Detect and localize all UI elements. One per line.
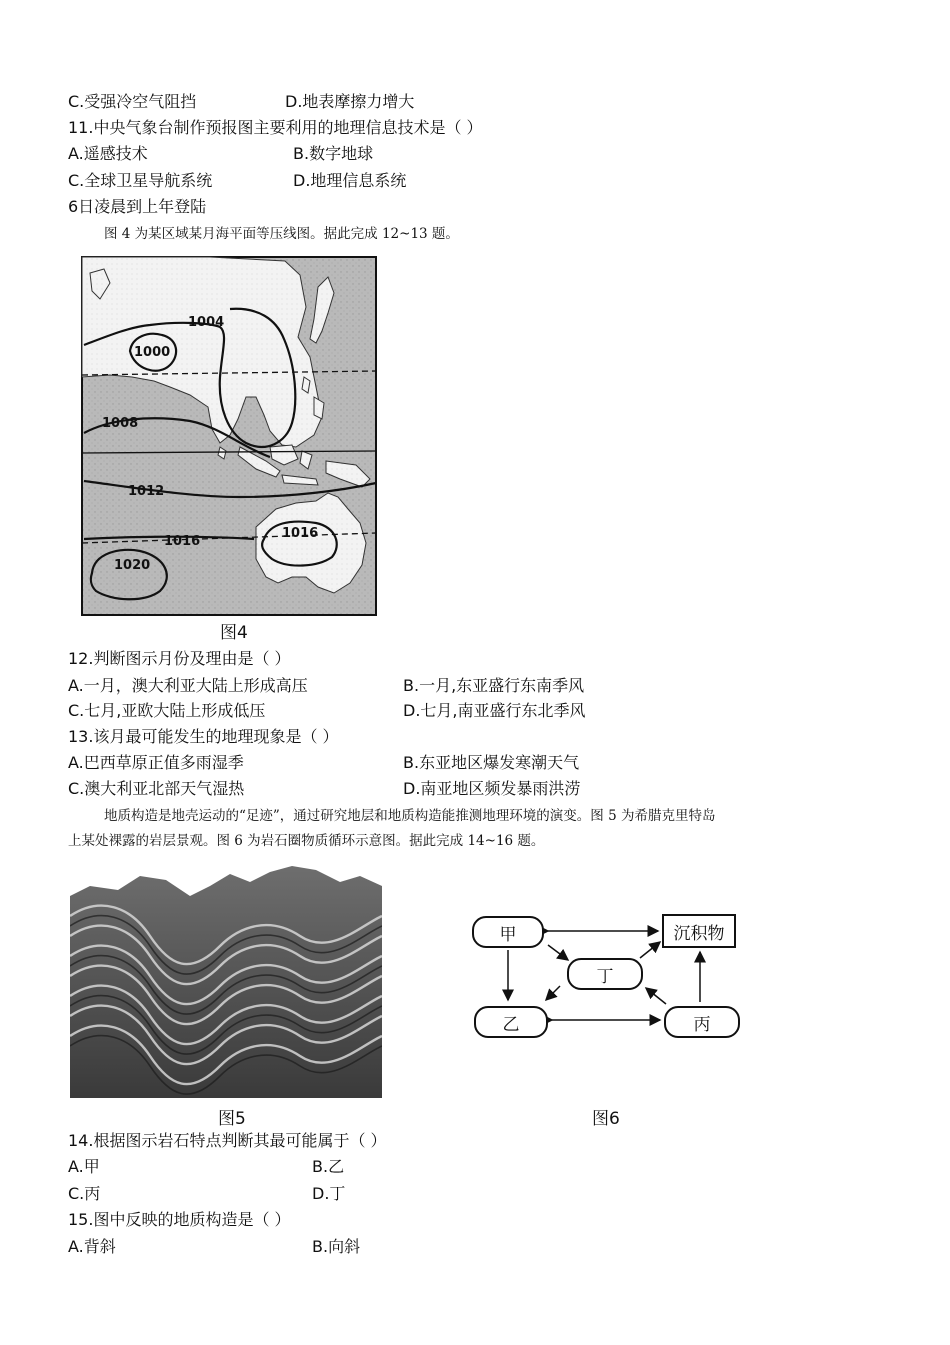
q11-stem: 11.中央气象台制作预报图主要利用的地理信息技术是（ ） [68, 118, 483, 137]
isobar-map [70, 247, 382, 619]
q13-option-a: A.巴西草原正值多雨湿季 [68, 753, 244, 772]
fig4-intro: 图 4 为某区域某月海平面等压线图。据此完成 12~13 题。 [104, 226, 459, 242]
q14-option-c: C.丙 [68, 1184, 101, 1203]
q13-option-d: D.南亚地区频发暴雨洪涝 [403, 779, 581, 798]
q12-option-b: B.一月,东亚盛行东南季风 [403, 676, 585, 695]
q12-stem: 12.判断图示月份及理由是（ ） [68, 649, 291, 668]
q14-option-a: A.甲 [68, 1157, 100, 1176]
isobar-label-1020: 1020 [114, 558, 151, 573]
fig56-intro-line2: 上某处裸露的岩层景观。图 6 为岩石圈物质循环示意图。据此完成 14~16 题。 [68, 833, 545, 849]
q11-option-a: A.遥感技术 [68, 144, 148, 163]
q12-option-d: D.七月,南亚盛行东北季风 [403, 701, 586, 720]
q14-stem: 14.根据图示岩石特点判断其最可能属于（ ） [68, 1131, 387, 1150]
isobar-label-1008: 1008 [102, 416, 139, 431]
q13-option-c: C.澳大利亚北部天气湿热 [68, 779, 245, 798]
fig56-intro-line1: 地质构造是地壳运动的“足迹”，通过研究地层和地质构造能推测地理环境的演变。图 5 为希腊克里特岛 [104, 808, 716, 824]
q15-option-b: B.向斜 [312, 1237, 361, 1256]
rock-node-bing: 丙 [664, 1006, 740, 1038]
q11-option-d: D.地理信息系统 [293, 171, 407, 190]
rock-node-ding: 丁 [567, 958, 643, 990]
q11-option-c: C.全球卫星导航系统 [68, 171, 213, 190]
isobar-label-1012: 1012 [128, 484, 165, 499]
isobar-label-1016: 1016 [164, 534, 201, 549]
fig5-caption: 图5 [218, 1109, 246, 1129]
isobar-label-1016-australia: 1016 [282, 526, 319, 541]
rock-node-yi: 乙 [474, 1006, 548, 1038]
q12-option-a: A.一月，澳大利亚大陆上形成高压 [68, 676, 308, 695]
isobar-label-1000: 1000 [134, 345, 171, 360]
isobar-label-1004: 1004 [188, 315, 225, 330]
q11-option-b: B.数字地球 [293, 144, 374, 163]
q10-option-c: C.受强冷空气阻挡 [68, 92, 197, 111]
q14-option-b: B.乙 [312, 1157, 345, 1176]
q12-option-c: C.七月,亚欧大陆上形成低压 [68, 701, 266, 720]
q13-stem: 13.该月最可能发生的地理现象是（ ） [68, 727, 339, 746]
q15-option-a: A.背斜 [68, 1237, 116, 1256]
stray-text: 6日凌晨到上年登陆 [68, 197, 207, 216]
q15-stem: 15.图中反映的地质构造是（ ） [68, 1210, 291, 1229]
folded-strata-photo [70, 856, 382, 1098]
q10-option-d: D.地表摩擦力增大 [285, 92, 415, 111]
sediment-box: 沉积物 [662, 914, 736, 948]
q13-option-b: B.东亚地区爆发寒潮天气 [403, 753, 580, 772]
rock-node-jia: 甲 [472, 916, 544, 948]
fig4-caption: 图4 [220, 623, 248, 643]
q14-option-d: D.丁 [312, 1184, 346, 1203]
fig6-caption: 图6 [592, 1109, 620, 1129]
